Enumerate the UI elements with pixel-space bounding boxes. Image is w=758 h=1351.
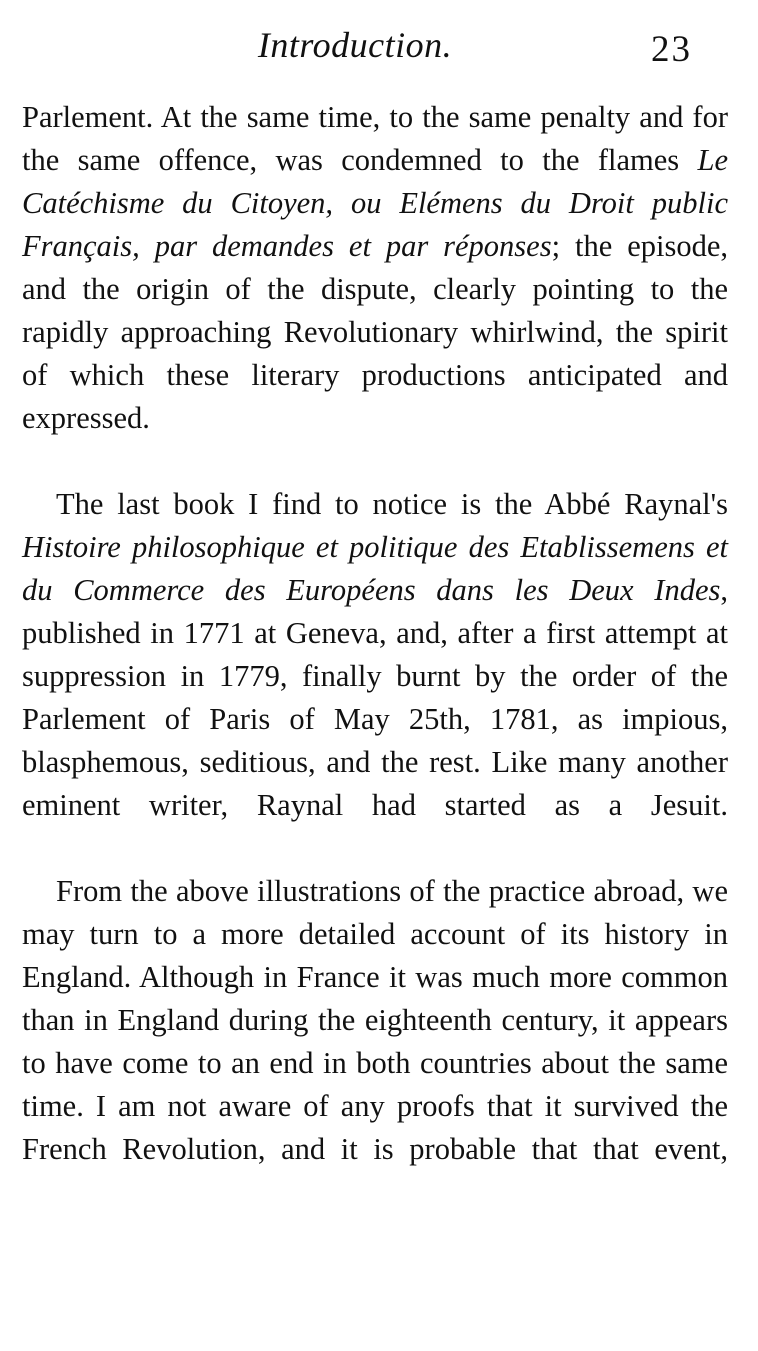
paragraph: [22, 96, 728, 483]
paragraph: [22, 483, 728, 870]
paragraph: [22, 870, 728, 1214]
running-head: [22, 18, 728, 96]
text-run: The last book I find to notice is the Abbé Raynal's: [56, 487, 728, 521]
italic-title-run: Le Catéchisme du Citoyen, ou Elémens du Droit public Français, par demandes et par réponses: [22, 143, 728, 263]
page-body: [22, 96, 728, 1214]
text-run: ; the episode, and the origin of the dispute, clearly pointing to the rapidly approaching Revolutionary whirlwind, the spirit of which these literary productions anticipated and expressed.: [22, 229, 728, 435]
page-number: 23: [651, 29, 692, 70]
text-run: Parlement. At the same time, to the same penalty and for the same offence, was condemned to the flames: [22, 100, 728, 177]
running-head-title: Introduction.: [257, 25, 453, 65]
italic-title-run: Histoire philosophique et politique des Etablissemens et du Commerce des Européens dans les Deux Indes: [22, 530, 728, 607]
text-run: , published in 1771 at Geneva, and, after a first attempt at suppression in 1779, finally burnt by the order of the Parlement of Paris of May 25th, 1781, as impious, blasphemous, seditious, and the rest. Like many another eminent writer, Raynal had started as a Jesuit.: [22, 573, 728, 822]
text-run: From the above illustrations of the practice abroad, we may turn to a more detailed account of its history in England. Although in France it was much more common than in England during the eighteenth century, it appears to have come to an end in both countries about the same time. I am not aware of any proofs that it survived the French Revolution, and it is probable that that event,: [22, 874, 728, 1166]
